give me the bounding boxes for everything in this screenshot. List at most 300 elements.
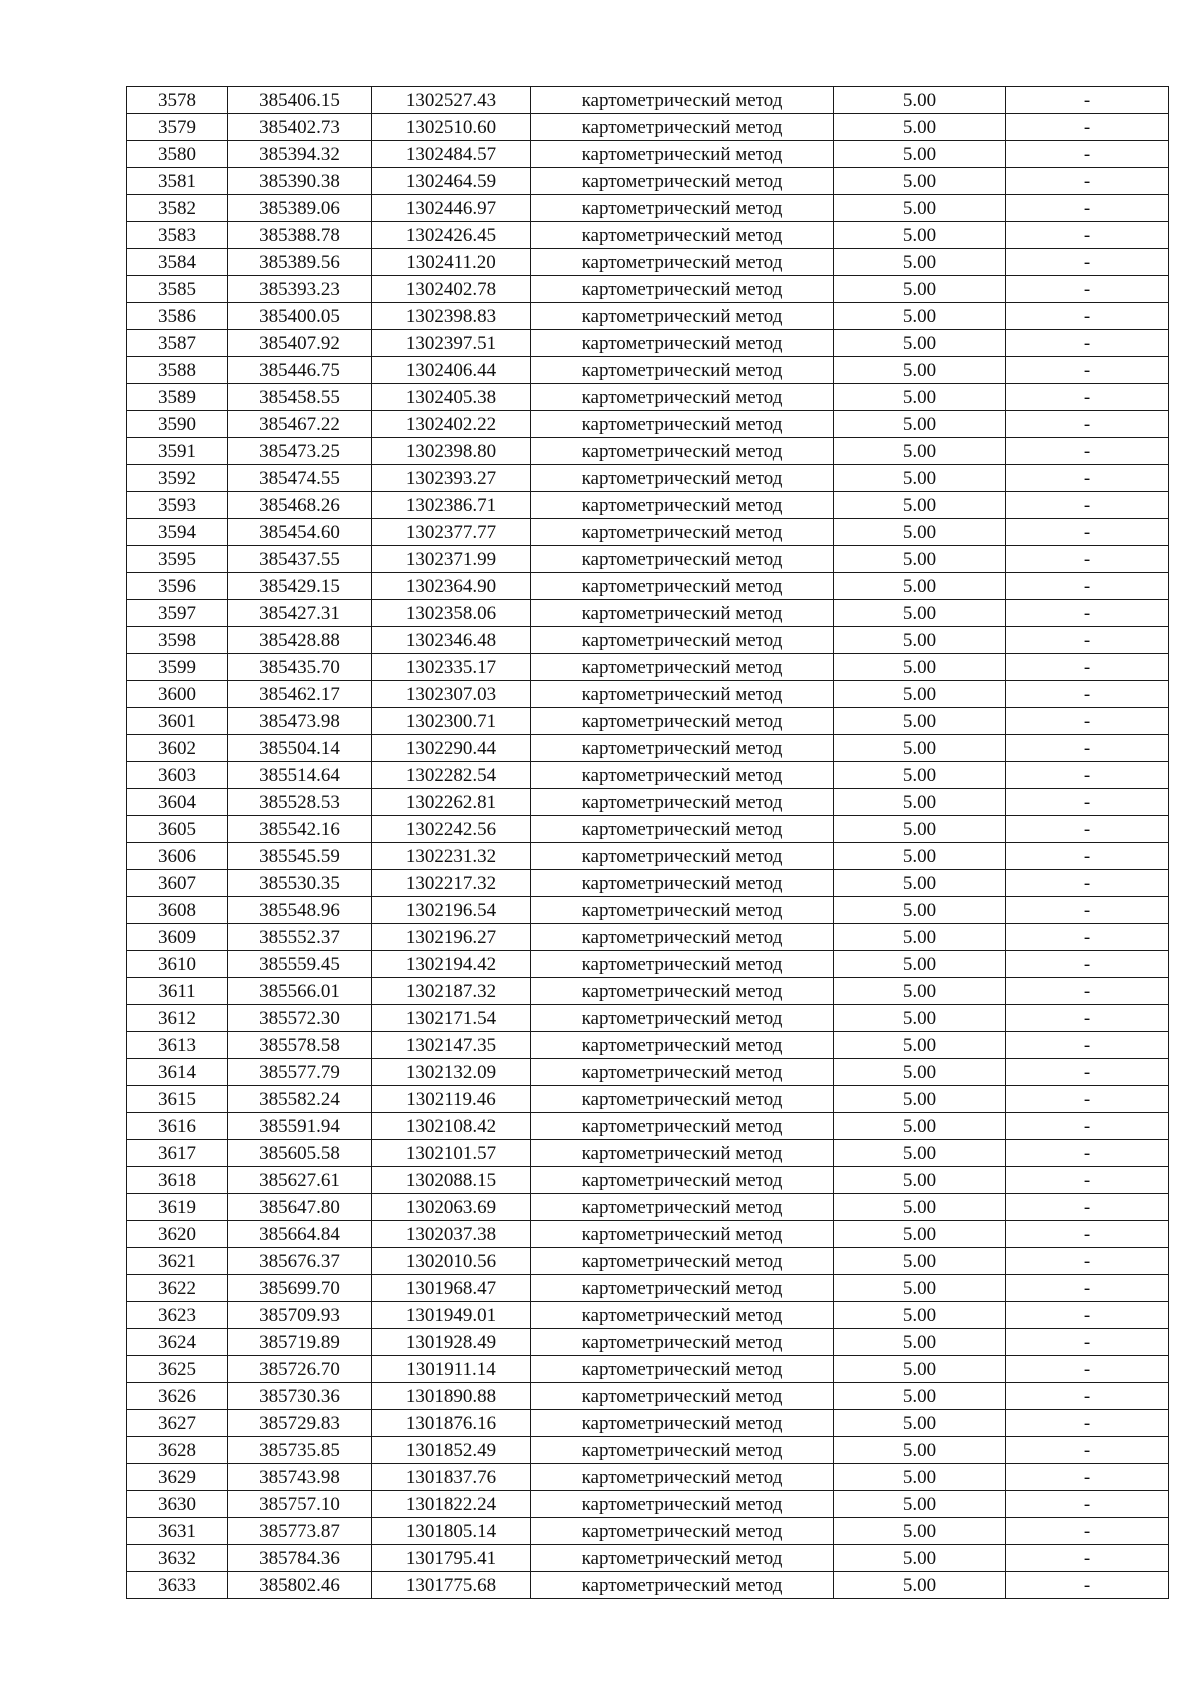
y-coordinate-cell: 1301968.47: [372, 1275, 531, 1302]
accuracy-cell: 5.00: [834, 708, 1006, 735]
x-coordinate-cell: 385676.37: [228, 1248, 372, 1275]
method-cell: картометрический метод: [531, 114, 834, 141]
accuracy-cell: 5.00: [834, 1491, 1006, 1518]
point-number-cell: 3604: [127, 789, 228, 816]
description-cell: -: [1006, 627, 1169, 654]
y-coordinate-cell: 1302187.32: [372, 978, 531, 1005]
description-cell: -: [1006, 789, 1169, 816]
accuracy-cell: 5.00: [834, 87, 1006, 114]
description-cell: -: [1006, 303, 1169, 330]
description-cell: -: [1006, 1491, 1169, 1518]
method-cell: картометрический метод: [531, 1410, 834, 1437]
point-number-cell: 3630: [127, 1491, 228, 1518]
description-cell: -: [1006, 681, 1169, 708]
table-row: [127, 654, 1169, 681]
x-coordinate-cell: 385400.05: [228, 303, 372, 330]
point-number-cell: 3603: [127, 762, 228, 789]
point-number-cell: 3618: [127, 1167, 228, 1194]
point-number-cell: 3587: [127, 330, 228, 357]
method-cell: картометрический метод: [531, 438, 834, 465]
point-number-cell: 3629: [127, 1464, 228, 1491]
table-row: [127, 1275, 1169, 1302]
method-cell: картометрический метод: [531, 681, 834, 708]
point-number-cell: 3616: [127, 1113, 228, 1140]
point-number-cell: 3601: [127, 708, 228, 735]
y-coordinate-cell: 1302402.78: [372, 276, 531, 303]
point-number-cell: 3619: [127, 1194, 228, 1221]
x-coordinate-cell: 385578.58: [228, 1032, 372, 1059]
table-row: [127, 1113, 1169, 1140]
accuracy-cell: 5.00: [834, 573, 1006, 600]
table-row: [127, 816, 1169, 843]
accuracy-cell: 5.00: [834, 1383, 1006, 1410]
y-coordinate-cell: 1302510.60: [372, 114, 531, 141]
x-coordinate-cell: 385730.36: [228, 1383, 372, 1410]
point-number-cell: 3626: [127, 1383, 228, 1410]
y-coordinate-cell: 1302108.42: [372, 1113, 531, 1140]
accuracy-cell: 5.00: [834, 1086, 1006, 1113]
y-coordinate-cell: 1301949.01: [372, 1302, 531, 1329]
table-row: [127, 1059, 1169, 1086]
point-number-cell: 3578: [127, 87, 228, 114]
description-cell: -: [1006, 384, 1169, 411]
description-cell: -: [1006, 330, 1169, 357]
accuracy-cell: 5.00: [834, 1194, 1006, 1221]
x-coordinate-cell: 385530.35: [228, 870, 372, 897]
x-coordinate-cell: 385388.78: [228, 222, 372, 249]
method-cell: картометрический метод: [531, 168, 834, 195]
accuracy-cell: 5.00: [834, 222, 1006, 249]
y-coordinate-cell: 1302335.17: [372, 654, 531, 681]
method-cell: картометрический метод: [531, 870, 834, 897]
y-coordinate-cell: 1302194.42: [372, 951, 531, 978]
table-row: [127, 141, 1169, 168]
method-cell: картометрический метод: [531, 519, 834, 546]
x-coordinate-cell: 385514.64: [228, 762, 372, 789]
table-row: [127, 1356, 1169, 1383]
y-coordinate-cell: 1302088.15: [372, 1167, 531, 1194]
x-coordinate-cell: 385462.17: [228, 681, 372, 708]
accuracy-cell: 5.00: [834, 141, 1006, 168]
description-cell: -: [1006, 222, 1169, 249]
method-cell: картометрический метод: [531, 141, 834, 168]
x-coordinate-cell: 385559.45: [228, 951, 372, 978]
point-number-cell: 3609: [127, 924, 228, 951]
accuracy-cell: 5.00: [834, 1545, 1006, 1572]
method-cell: картометрический метод: [531, 789, 834, 816]
point-number-cell: 3585: [127, 276, 228, 303]
accuracy-cell: 5.00: [834, 519, 1006, 546]
accuracy-cell: 5.00: [834, 1032, 1006, 1059]
point-number-cell: 3592: [127, 465, 228, 492]
table-row: [127, 1194, 1169, 1221]
method-cell: картометрический метод: [531, 951, 834, 978]
y-coordinate-cell: 1302196.54: [372, 897, 531, 924]
y-coordinate-cell: 1302196.27: [372, 924, 531, 951]
y-coordinate-cell: 1302231.32: [372, 843, 531, 870]
table-row: [127, 438, 1169, 465]
point-number-cell: 3580: [127, 141, 228, 168]
description-cell: -: [1006, 1221, 1169, 1248]
description-cell: -: [1006, 951, 1169, 978]
table-row: [127, 924, 1169, 951]
accuracy-cell: 5.00: [834, 465, 1006, 492]
point-number-cell: 3624: [127, 1329, 228, 1356]
table-row: [127, 411, 1169, 438]
y-coordinate-cell: 1301928.49: [372, 1329, 531, 1356]
description-cell: -: [1006, 1275, 1169, 1302]
accuracy-cell: 5.00: [834, 1437, 1006, 1464]
description-cell: -: [1006, 1059, 1169, 1086]
description-cell: -: [1006, 114, 1169, 141]
accuracy-cell: 5.00: [834, 546, 1006, 573]
accuracy-cell: 5.00: [834, 195, 1006, 222]
accuracy-cell: 5.00: [834, 951, 1006, 978]
x-coordinate-cell: 385473.98: [228, 708, 372, 735]
x-coordinate-cell: 385454.60: [228, 519, 372, 546]
y-coordinate-cell: 1302358.06: [372, 600, 531, 627]
table-row: [127, 249, 1169, 276]
accuracy-cell: 5.00: [834, 411, 1006, 438]
description-cell: -: [1006, 1464, 1169, 1491]
accuracy-cell: 5.00: [834, 1167, 1006, 1194]
point-number-cell: 3586: [127, 303, 228, 330]
y-coordinate-cell: 1302398.83: [372, 303, 531, 330]
method-cell: картометрический метод: [531, 1221, 834, 1248]
point-number-cell: 3614: [127, 1059, 228, 1086]
description-cell: -: [1006, 708, 1169, 735]
x-coordinate-cell: 385647.80: [228, 1194, 372, 1221]
point-number-cell: 3581: [127, 168, 228, 195]
x-coordinate-cell: 385429.15: [228, 573, 372, 600]
accuracy-cell: 5.00: [834, 384, 1006, 411]
method-cell: картометрический метод: [531, 1140, 834, 1167]
method-cell: картометрический метод: [531, 1248, 834, 1275]
y-coordinate-cell: 1302132.09: [372, 1059, 531, 1086]
table-row: [127, 1383, 1169, 1410]
x-coordinate-cell: 385437.55: [228, 546, 372, 573]
y-coordinate-cell: 1301822.24: [372, 1491, 531, 1518]
accuracy-cell: 5.00: [834, 1356, 1006, 1383]
table-row: [127, 330, 1169, 357]
table-row: [127, 1464, 1169, 1491]
x-coordinate-cell: 385591.94: [228, 1113, 372, 1140]
method-cell: картометрический метод: [531, 1059, 834, 1086]
y-coordinate-cell: 1302300.71: [372, 708, 531, 735]
y-coordinate-cell: 1302402.22: [372, 411, 531, 438]
point-number-cell: 3627: [127, 1410, 228, 1437]
method-cell: картометрический метод: [531, 303, 834, 330]
description-cell: -: [1006, 1329, 1169, 1356]
table-row: [127, 1005, 1169, 1032]
accuracy-cell: 5.00: [834, 816, 1006, 843]
table-row: [127, 1140, 1169, 1167]
method-cell: картометрический метод: [531, 1491, 834, 1518]
method-cell: картометрический метод: [531, 1518, 834, 1545]
table-row: [127, 303, 1169, 330]
accuracy-cell: 5.00: [834, 762, 1006, 789]
method-cell: картометрический метод: [531, 1032, 834, 1059]
method-cell: картометрический метод: [531, 1572, 834, 1599]
table-row: [127, 87, 1169, 114]
accuracy-cell: 5.00: [834, 1329, 1006, 1356]
description-cell: -: [1006, 168, 1169, 195]
x-coordinate-cell: 385582.24: [228, 1086, 372, 1113]
method-cell: картометрический метод: [531, 546, 834, 573]
description-cell: -: [1006, 249, 1169, 276]
table-row: [127, 897, 1169, 924]
description-cell: -: [1006, 735, 1169, 762]
y-coordinate-cell: 1302426.45: [372, 222, 531, 249]
description-cell: -: [1006, 762, 1169, 789]
table-row: [127, 600, 1169, 627]
point-number-cell: 3595: [127, 546, 228, 573]
table-row: [127, 519, 1169, 546]
y-coordinate-cell: 1302405.38: [372, 384, 531, 411]
description-cell: -: [1006, 1545, 1169, 1572]
y-coordinate-cell: 1302364.90: [372, 573, 531, 600]
description-cell: -: [1006, 870, 1169, 897]
x-coordinate-cell: 385474.55: [228, 465, 372, 492]
x-coordinate-cell: 385467.22: [228, 411, 372, 438]
x-coordinate-cell: 385458.55: [228, 384, 372, 411]
accuracy-cell: 5.00: [834, 168, 1006, 195]
point-number-cell: 3597: [127, 600, 228, 627]
accuracy-cell: 5.00: [834, 1572, 1006, 1599]
point-number-cell: 3613: [127, 1032, 228, 1059]
point-number-cell: 3582: [127, 195, 228, 222]
point-number-cell: 3628: [127, 1437, 228, 1464]
point-number-cell: 3590: [127, 411, 228, 438]
description-cell: -: [1006, 492, 1169, 519]
y-coordinate-cell: 1302217.32: [372, 870, 531, 897]
table-row: [127, 627, 1169, 654]
table-row: [127, 492, 1169, 519]
coordinates-table-body: [127, 87, 1169, 1599]
method-cell: картометрический метод: [531, 735, 834, 762]
description-cell: -: [1006, 546, 1169, 573]
table-row: [127, 843, 1169, 870]
method-cell: картометрический метод: [531, 1545, 834, 1572]
description-cell: -: [1006, 1572, 1169, 1599]
method-cell: картометрический метод: [531, 924, 834, 951]
description-cell: -: [1006, 465, 1169, 492]
x-coordinate-cell: 385552.37: [228, 924, 372, 951]
table-row: [127, 1572, 1169, 1599]
table-row: [127, 168, 1169, 195]
x-coordinate-cell: 385719.89: [228, 1329, 372, 1356]
accuracy-cell: 5.00: [834, 870, 1006, 897]
point-number-cell: 3610: [127, 951, 228, 978]
point-number-cell: 3596: [127, 573, 228, 600]
description-cell: -: [1006, 1356, 1169, 1383]
table-row: [127, 222, 1169, 249]
y-coordinate-cell: 1302119.46: [372, 1086, 531, 1113]
x-coordinate-cell: 385394.32: [228, 141, 372, 168]
x-coordinate-cell: 385802.46: [228, 1572, 372, 1599]
x-coordinate-cell: 385504.14: [228, 735, 372, 762]
description-cell: -: [1006, 978, 1169, 1005]
point-number-cell: 3623: [127, 1302, 228, 1329]
coordinates-table: [126, 86, 1169, 1599]
y-coordinate-cell: 1302171.54: [372, 1005, 531, 1032]
accuracy-cell: 5.00: [834, 1248, 1006, 1275]
point-number-cell: 3607: [127, 870, 228, 897]
x-coordinate-cell: 385773.87: [228, 1518, 372, 1545]
x-coordinate-cell: 385402.73: [228, 114, 372, 141]
point-number-cell: 3612: [127, 1005, 228, 1032]
point-number-cell: 3599: [127, 654, 228, 681]
method-cell: картометрический метод: [531, 1005, 834, 1032]
y-coordinate-cell: 1302262.81: [372, 789, 531, 816]
x-coordinate-cell: 385390.38: [228, 168, 372, 195]
description-cell: -: [1006, 438, 1169, 465]
table-row: [127, 1302, 1169, 1329]
point-number-cell: 3617: [127, 1140, 228, 1167]
accuracy-cell: 5.00: [834, 897, 1006, 924]
table-row: [127, 1329, 1169, 1356]
accuracy-cell: 5.00: [834, 249, 1006, 276]
point-number-cell: 3589: [127, 384, 228, 411]
method-cell: картометрический метод: [531, 195, 834, 222]
accuracy-cell: 5.00: [834, 1140, 1006, 1167]
x-coordinate-cell: 385743.98: [228, 1464, 372, 1491]
y-coordinate-cell: 1301805.14: [372, 1518, 531, 1545]
table-row: [127, 762, 1169, 789]
y-coordinate-cell: 1302063.69: [372, 1194, 531, 1221]
y-coordinate-cell: 1302411.20: [372, 249, 531, 276]
point-number-cell: 3608: [127, 897, 228, 924]
table-row: [127, 1491, 1169, 1518]
table-row: [127, 1248, 1169, 1275]
method-cell: картометрический метод: [531, 1086, 834, 1113]
method-cell: картометрический метод: [531, 1167, 834, 1194]
table-row: [127, 195, 1169, 222]
accuracy-cell: 5.00: [834, 1518, 1006, 1545]
method-cell: картометрический метод: [531, 654, 834, 681]
table-row: [127, 546, 1169, 573]
description-cell: -: [1006, 600, 1169, 627]
method-cell: картометрический метод: [531, 1302, 834, 1329]
table-row: [127, 978, 1169, 1005]
description-cell: -: [1006, 924, 1169, 951]
accuracy-cell: 5.00: [834, 114, 1006, 141]
table-row: [127, 735, 1169, 762]
description-cell: -: [1006, 141, 1169, 168]
table-row: [127, 1032, 1169, 1059]
accuracy-cell: 5.00: [834, 438, 1006, 465]
table-row: [127, 681, 1169, 708]
description-cell: -: [1006, 816, 1169, 843]
accuracy-cell: 5.00: [834, 843, 1006, 870]
x-coordinate-cell: 385548.96: [228, 897, 372, 924]
table-row: [127, 384, 1169, 411]
x-coordinate-cell: 385446.75: [228, 357, 372, 384]
point-number-cell: 3631: [127, 1518, 228, 1545]
y-coordinate-cell: 1301911.14: [372, 1356, 531, 1383]
accuracy-cell: 5.00: [834, 789, 1006, 816]
y-coordinate-cell: 1302406.44: [372, 357, 531, 384]
y-coordinate-cell: 1302242.56: [372, 816, 531, 843]
description-cell: -: [1006, 357, 1169, 384]
y-coordinate-cell: 1302290.44: [372, 735, 531, 762]
x-coordinate-cell: 385784.36: [228, 1545, 372, 1572]
method-cell: картометрический метод: [531, 627, 834, 654]
y-coordinate-cell: 1301775.68: [372, 1572, 531, 1599]
method-cell: картометрический метод: [531, 708, 834, 735]
accuracy-cell: 5.00: [834, 1113, 1006, 1140]
method-cell: картометрический метод: [531, 1383, 834, 1410]
point-number-cell: 3584: [127, 249, 228, 276]
table-row: [127, 1437, 1169, 1464]
x-coordinate-cell: 385566.01: [228, 978, 372, 1005]
point-number-cell: 3633: [127, 1572, 228, 1599]
point-number-cell: 3625: [127, 1356, 228, 1383]
x-coordinate-cell: 385393.23: [228, 276, 372, 303]
x-coordinate-cell: 385757.10: [228, 1491, 372, 1518]
point-number-cell: 3579: [127, 114, 228, 141]
y-coordinate-cell: 1302393.27: [372, 465, 531, 492]
x-coordinate-cell: 385435.70: [228, 654, 372, 681]
method-cell: картометрический метод: [531, 330, 834, 357]
x-coordinate-cell: 385468.26: [228, 492, 372, 519]
x-coordinate-cell: 385428.88: [228, 627, 372, 654]
method-cell: картометрический метод: [531, 1356, 834, 1383]
accuracy-cell: 5.00: [834, 627, 1006, 654]
method-cell: картометрический метод: [531, 249, 834, 276]
method-cell: картометрический метод: [531, 384, 834, 411]
accuracy-cell: 5.00: [834, 492, 1006, 519]
method-cell: картометрический метод: [531, 222, 834, 249]
accuracy-cell: 5.00: [834, 735, 1006, 762]
y-coordinate-cell: 1302377.77: [372, 519, 531, 546]
point-number-cell: 3602: [127, 735, 228, 762]
method-cell: картометрический метод: [531, 1275, 834, 1302]
point-number-cell: 3593: [127, 492, 228, 519]
accuracy-cell: 5.00: [834, 1059, 1006, 1086]
point-number-cell: 3621: [127, 1248, 228, 1275]
accuracy-cell: 5.00: [834, 924, 1006, 951]
point-number-cell: 3598: [127, 627, 228, 654]
description-cell: -: [1006, 897, 1169, 924]
method-cell: картометрический метод: [531, 357, 834, 384]
method-cell: картометрический метод: [531, 87, 834, 114]
point-number-cell: 3594: [127, 519, 228, 546]
description-cell: -: [1006, 573, 1169, 600]
table-row: [127, 789, 1169, 816]
y-coordinate-cell: 1302037.38: [372, 1221, 531, 1248]
description-cell: -: [1006, 1248, 1169, 1275]
accuracy-cell: 5.00: [834, 276, 1006, 303]
method-cell: картометрический метод: [531, 897, 834, 924]
table-row: [127, 1086, 1169, 1113]
x-coordinate-cell: 385407.92: [228, 330, 372, 357]
y-coordinate-cell: 1302371.99: [372, 546, 531, 573]
method-cell: картометрический метод: [531, 492, 834, 519]
table-row: [127, 1518, 1169, 1545]
description-cell: -: [1006, 1140, 1169, 1167]
description-cell: -: [1006, 1410, 1169, 1437]
x-coordinate-cell: 385389.06: [228, 195, 372, 222]
table-row: [127, 951, 1169, 978]
method-cell: картометрический метод: [531, 1464, 834, 1491]
accuracy-cell: 5.00: [834, 303, 1006, 330]
point-number-cell: 3583: [127, 222, 228, 249]
point-number-cell: 3611: [127, 978, 228, 1005]
table-row: [127, 114, 1169, 141]
method-cell: картометрический метод: [531, 843, 834, 870]
table-row: [127, 1167, 1169, 1194]
